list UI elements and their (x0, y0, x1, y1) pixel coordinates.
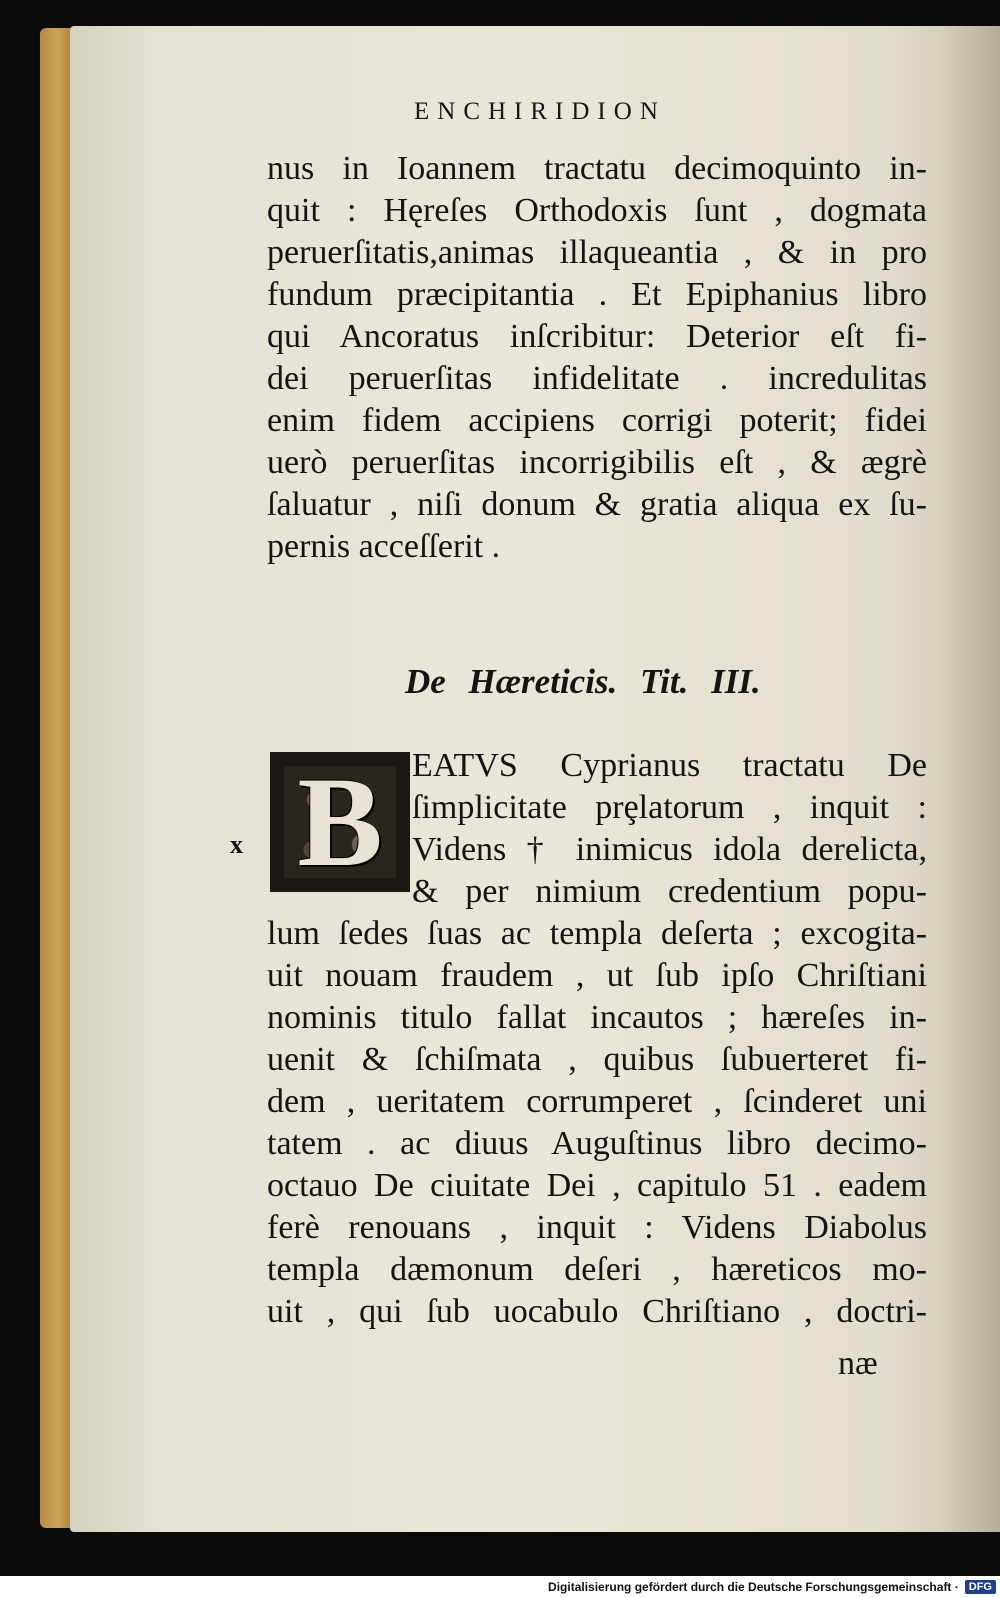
text-line: peruerſitatis,animas illaqueantia , & in pro (267, 234, 927, 271)
continuation-text (267, 148, 927, 568)
text-line: uit nouam fraudem , ut ſub ipſo Chriſtiani (267, 957, 927, 994)
running-header: ENCHIRIDION (414, 98, 666, 125)
digitization-footer (0, 1576, 1000, 1598)
text-line: templa dæmonum deſeri , hæreticos mo- (267, 1251, 927, 1288)
body-text (267, 913, 927, 1333)
text-line: ferè renouans , inquit : Videns Diabolus (267, 1209, 927, 1246)
catchword: næ (838, 1345, 878, 1382)
text-line: enim fidem accipiens corrigi poterit; fidei (267, 402, 927, 439)
text-line: tatem . ac diuus Auguſtinus libro decimo- (267, 1125, 927, 1162)
text-line: ſimplicitate prȩlatorum , inquit : (412, 789, 927, 826)
text-line: fundum præcipitantia . Et Epiphanius libro (267, 276, 927, 313)
text-line: Videns † inimicus idola derelicta, (412, 831, 927, 868)
text-line: lum ſedes ſuas ac templa deſerta ; excogita- (267, 915, 927, 952)
dropcap-letter: B (297, 751, 383, 893)
text-line: nominis titulo fallat incautos ; hæreſes in- (267, 999, 927, 1036)
footer-credit: Digitalisierung gefördert durch die Deutsche Forschungsgemeinschaft · (548, 1580, 959, 1594)
text-line: quit : Hęreſes Orthodoxis ſunt , dogmata (267, 192, 927, 229)
dfg-logo: DFG (965, 1580, 996, 1594)
text-line: EATVS Cyprianus tractatu De (412, 747, 927, 784)
text-line: & per nimium credentium popu- (412, 873, 927, 910)
text-line: uenit & ſchiſmata , quibus ſubuerteret fi- (267, 1041, 927, 1078)
text-line: dem , ueritatem corrumperet , ſcinderet uni (267, 1083, 927, 1120)
text-line: octauo De ciuitate Dei , capitulo 51 . eadem (267, 1167, 927, 1204)
decorated-initial (270, 752, 410, 892)
text-line: qui Ancoratus inſcribitur: Deterior eſt fi- (267, 318, 927, 355)
page-gutter-shade (940, 26, 1000, 1532)
section-title: De Hæreticis. Tit. III. (405, 662, 761, 701)
text-line: ſaluatur , niſi donum & gratia aliqua ex ſu- (267, 486, 927, 523)
text-line: uit , qui ſub uocabulo Chriſtiano , doctri- (267, 1293, 927, 1330)
text-line: nus in Ioannem tractatu decimoquinto in- (267, 150, 927, 187)
margin-note: x (230, 830, 243, 859)
initial-ornament (284, 751, 396, 893)
text-line: dei peruerſitas infidelitate . incredulitas (267, 360, 927, 397)
text-line: uerò peruerſitas incorrigibilis eſt , & ægrè (267, 444, 927, 481)
body-first-lines (412, 745, 927, 913)
text-line: pernis acceſſerit . (267, 528, 501, 565)
